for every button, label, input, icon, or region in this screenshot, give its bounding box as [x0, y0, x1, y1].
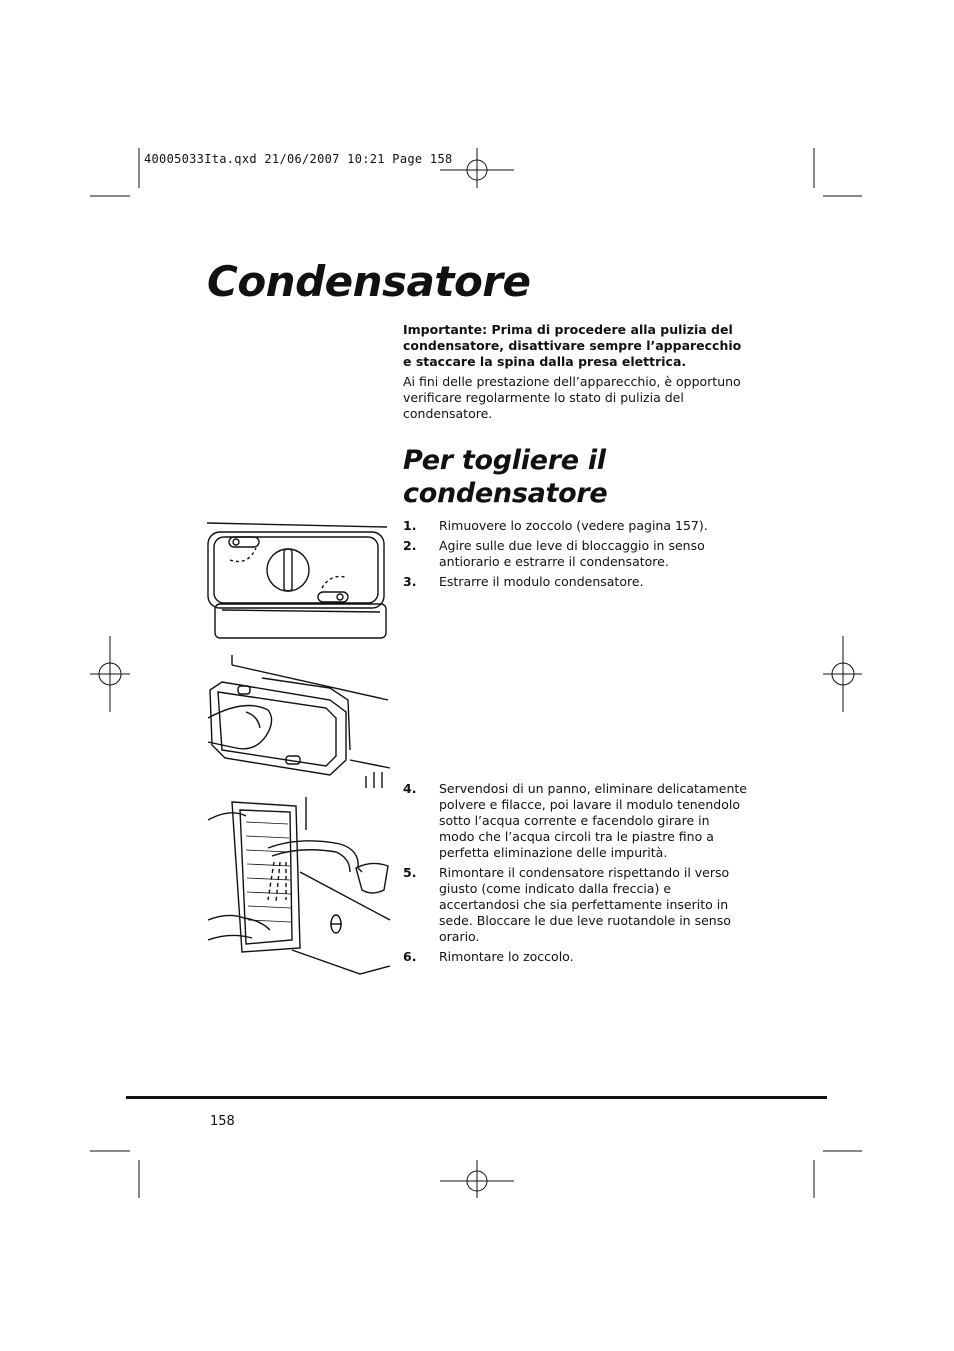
steps-list-removal	[403, 518, 748, 594]
step-number: 4.	[403, 781, 417, 796]
step-number: 2.	[403, 538, 417, 553]
step-text: Servendosi di un panno, eliminare delicatamente polvere e filacce, poi lavare il modulo tenendolo sotto l’acqua corrente e facendolo girare in modo che l’acqua circoli tra le piastre fino a perfetta eliminazione delle impurità.	[439, 781, 747, 860]
step-text: Rimontare lo zoccolo.	[439, 949, 574, 964]
illustration-remove-module	[208, 655, 390, 788]
file-slug-line: 40005033Ita.qxd 21/06/2007 10:21 Page 158	[144, 152, 453, 166]
step-text: Estrarre il modulo condensatore.	[439, 574, 644, 589]
list-item	[403, 518, 748, 534]
list-item	[403, 781, 748, 861]
list-item	[403, 949, 748, 965]
list-item	[403, 538, 748, 570]
illustration-rinse-module	[208, 797, 390, 974]
list-item	[403, 865, 748, 945]
step-text: Agire sulle due leve di bloccaggio in senso antiorario e estrarre il condensatore.	[439, 538, 705, 569]
steps-list-cleaning	[403, 781, 748, 969]
page-number: 158	[210, 1114, 235, 1129]
footer-rule	[126, 1096, 827, 1099]
illustration-condenser-panel	[207, 523, 387, 638]
warning-note: Importante: Prima di procedere alla pulizia del condensatore, disattivare sempre l’apparecchio e staccare la spina dalla presa elettrica.	[403, 322, 742, 369]
step-number: 5.	[403, 865, 417, 880]
step-text: Rimuovere lo zoccolo (vedere pagina 157).	[439, 518, 708, 533]
page-title: Condensatore	[207, 257, 531, 306]
section-title: Per togliere il condensatore	[403, 445, 608, 509]
step-number: 3.	[403, 574, 417, 589]
registration-mark-right	[823, 636, 862, 712]
step-number: 6.	[403, 949, 417, 964]
registration-mark-left	[90, 636, 130, 712]
registration-mark-bottom	[440, 1160, 514, 1198]
step-text: Rimontare il condensatore rispettando il verso giusto (come indicato dalla freccia) e accertandosi che sia perfettamente inserito in sede. Bloccare le due leve ruotandole in senso orario.	[439, 865, 731, 944]
list-item	[403, 574, 748, 590]
step-number: 1.	[403, 518, 417, 533]
intro-paragraph: Ai fini delle prestazione dell’apparecchio, è opportuno verificare regolarmente lo stato di pulizia del condensatore.	[403, 374, 741, 421]
